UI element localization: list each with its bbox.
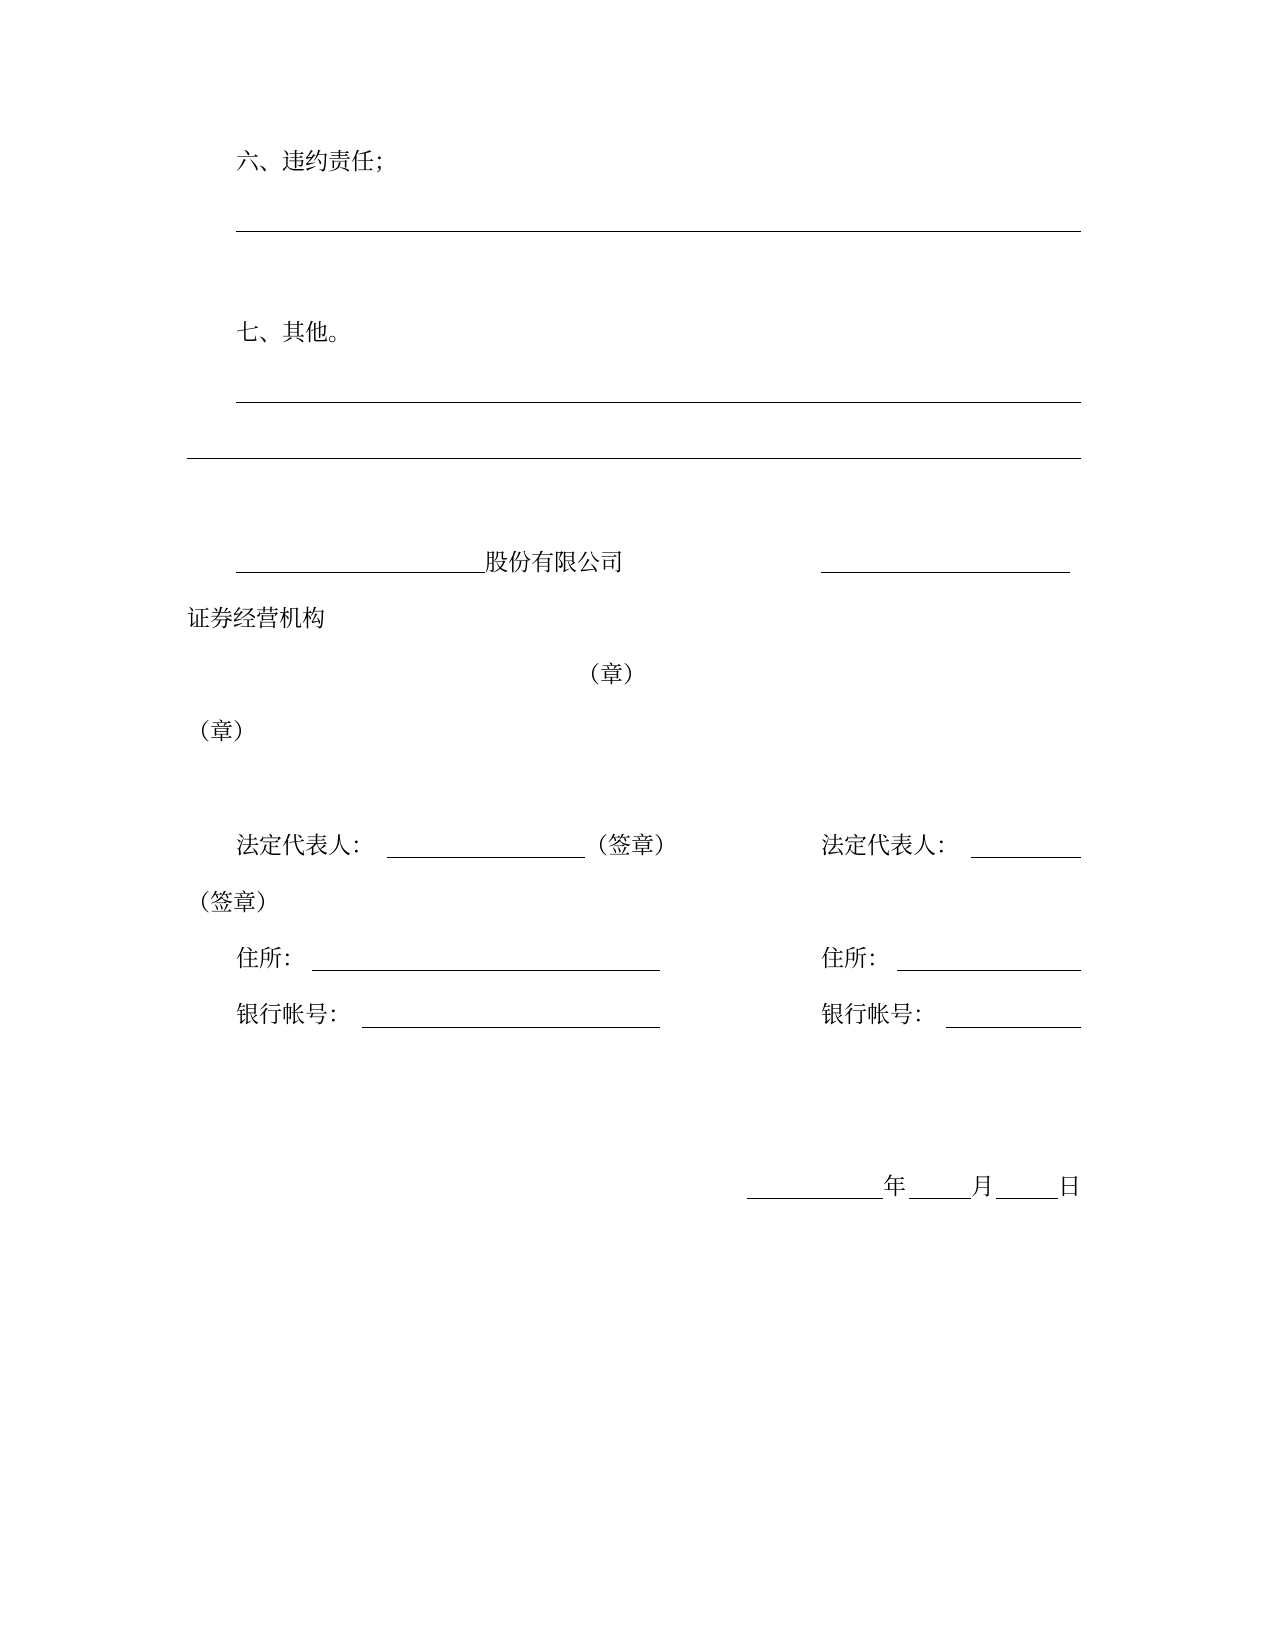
bank-account-right-blank [946,1027,1081,1028]
legal-rep-left-label: 法定代表人： [236,833,374,859]
clause-seven-blank-line-2 [187,458,1081,459]
address-right-label: 住所： [821,946,890,972]
address-left-label: 住所： [236,946,305,972]
date-month-blank [909,1198,971,1199]
date-month-label: 月 [971,1174,994,1200]
bank-account-right-label: 银行帐号： [821,1002,936,1028]
clause-six-blank-line [236,231,1081,232]
right-company-name-blank [821,572,1070,573]
left-company-name-blank [236,572,485,573]
legal-rep-right-blank [971,857,1081,858]
clause-seven-heading: 七、其他。 [236,320,351,346]
legal-rep-right-label: 法定代表人： [821,833,959,859]
date-day-blank [996,1198,1058,1199]
address-right-blank [897,970,1081,971]
securities-institution-label: 证券经营机构 [187,606,325,632]
date-year-label: 年 [883,1174,906,1200]
right-seal-label: （章） [577,662,646,688]
address-left-blank [312,970,660,971]
clause-six-heading: 六、违约责任； [236,149,397,175]
bank-account-left-label: 银行帐号： [236,1002,351,1028]
company-suffix-label: 股份有限公司 [485,550,623,576]
legal-rep-left-sign-label: （签章） [585,833,677,859]
clause-seven-blank-line-1 [236,402,1081,403]
left-seal-label: （章） [187,719,256,745]
legal-rep-right-sign-label: （签章） [187,890,279,916]
bank-account-left-blank [362,1027,660,1028]
date-day-label: 日 [1058,1174,1081,1200]
legal-rep-left-blank [387,857,585,858]
date-year-blank [747,1198,883,1199]
